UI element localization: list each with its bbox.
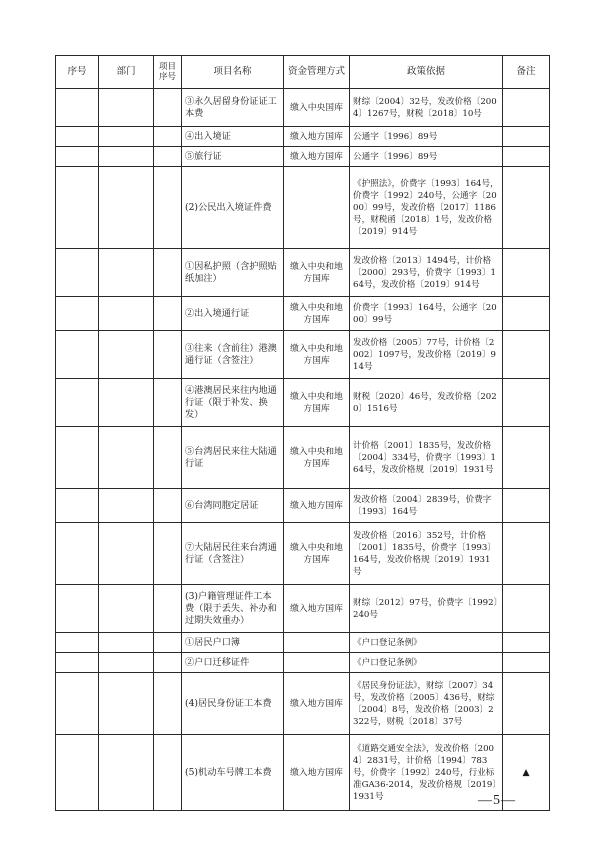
header-item-no: 项目 序号 [154,56,182,89]
table-row [56,585,550,633]
table-row [56,653,550,673]
row-basis: 公通字〔1996〕89号 [350,147,503,167]
row-basis: 发改价格〔2013〕1494号，计价格〔2000〕293号，价费字〔1993〕164号，发改价格〔2019〕914号 [350,249,503,297]
row-item-no [154,89,182,127]
row-note [503,297,550,331]
header-name: 项目名称 [182,56,284,89]
row-note [503,523,550,585]
row-dept [99,89,154,127]
row-note [503,633,550,653]
header-note: 备注 [503,56,550,89]
table-row [56,633,550,653]
row-seq [56,489,99,523]
row-name: ③往来（含前往）港澳通行证（含签注） [182,331,284,379]
row-seq [56,585,99,633]
row-name: (5)机动车号牌工本费 [182,735,284,811]
table-row [56,167,550,249]
table-row [56,297,550,331]
row-name: (2)公民出入境证件费 [182,167,284,249]
row-fund [284,653,350,673]
row-item-no [154,489,182,523]
row-item-no [154,379,182,427]
row-note [503,653,550,673]
row-note [503,489,550,523]
row-fund: 缴入地方国库 [284,489,350,523]
page-number: —5— [478,793,516,808]
row-basis: 《户口登记条例》 [350,653,503,673]
table-row [56,427,550,489]
row-basis: 价费字〔1993〕164号，公通字〔2000〕99号 [350,297,503,331]
row-basis: 《户口登记条例》 [350,633,503,653]
row-dept [99,249,154,297]
row-note [503,427,550,489]
row-seq [56,127,99,147]
row-dept [99,167,154,249]
row-note [503,89,550,127]
row-fund: 缴入地方国库 [284,147,350,167]
row-item-no [154,127,182,147]
row-name: (4)居民身份证工本费 [182,673,284,735]
row-item-no [154,735,182,811]
row-dept [99,489,154,523]
row-note [503,127,550,147]
row-name: ①居民户口簿 [182,633,284,653]
row-name: ④出入境证 [182,127,284,147]
row-seq [56,297,99,331]
row-basis: 发改价格〔2005〕77号，计价格〔2002〕1097号，发改价格〔2019〕914号 [350,331,503,379]
row-fund: 缴入地方国库 [284,735,350,811]
row-name: ②户口迁移证件 [182,653,284,673]
row-item-no [154,673,182,735]
row-seq [56,89,99,127]
row-fund: 缴入中央和地方国库 [284,331,350,379]
row-name: ⑤旅行证 [182,147,284,167]
table-row [56,331,550,379]
row-dept [99,147,154,167]
row-seq [56,673,99,735]
header-row [56,56,550,89]
row-dept [99,585,154,633]
row-item-no [154,297,182,331]
row-dept [99,653,154,673]
row-seq [56,147,99,167]
row-basis: 公通字〔1996〕89号 [350,127,503,147]
row-fund: 缴入中央和地方国库 [284,249,350,297]
table-row [56,489,550,523]
table-row [56,673,550,735]
row-name: ③永久居留身份证证工本费 [182,89,284,127]
row-basis: 《道路交通安全法》，发改价格〔2004〕2831号，计价格〔1994〕783号，价费字〔1992〕240号，行业标准GA36-2014，发改价格规〔2019〕1931号 [350,735,503,811]
row-basis: 财税〔2020〕46号，发改价格〔2020〕1516号 [350,379,503,427]
row-seq [56,331,99,379]
row-dept [99,127,154,147]
row-item-no [154,585,182,633]
row-item-no [154,523,182,585]
row-seq [56,523,99,585]
header-basis: 政策依据 [350,56,503,89]
table-row [56,127,550,147]
row-name: ①因私护照（含护照贴纸加注） [182,249,284,297]
row-item-no [154,147,182,167]
row-name: ⑤台湾居民来往大陆通行证 [182,427,284,489]
row-seq [56,427,99,489]
table-row [56,379,550,427]
row-basis: 发改价格〔2016〕352号，计价格〔2001〕1835号，价费字〔1993〕164号，发改价格规〔2019〕1931号 [350,523,503,585]
header-seq: 序号 [56,56,99,89]
row-seq [56,653,99,673]
row-fund: 缴入中央和地方国库 [284,379,350,427]
table-row [56,147,550,167]
row-dept [99,523,154,585]
row-seq [56,735,99,811]
header-dept: 部门 [99,56,154,89]
row-note [503,379,550,427]
row-dept [99,673,154,735]
row-basis: 财综〔2012〕97号，价费字〔1992〕240号 [350,585,503,633]
row-fund: 缴入中央和地方国库 [284,427,350,489]
row-basis: 《护照法》，价费字〔1993〕164号，价费字〔1992〕240号，公通字〔2000〕99号，发改价格〔2017〕1186号，财税函〔2018〕1号，发改价格〔2019〕914号 [350,167,503,249]
row-name: (3)户籍管理证件工本费（限于丢失、补办和过期失效重办） [182,585,284,633]
row-fund [284,167,350,249]
row-note [503,585,550,633]
row-seq [56,379,99,427]
row-note: ▲ [503,735,550,811]
table-row [56,523,550,585]
row-note [503,673,550,735]
fee-table [55,55,550,811]
table-row [56,89,550,127]
row-dept [99,633,154,653]
row-fund: 缴入地方国库 [284,585,350,633]
row-note [503,331,550,379]
row-fund: 缴入地方国库 [284,127,350,147]
header-fund: 资金管理方式 [284,56,350,89]
row-item-no [154,633,182,653]
row-name: ④港澳居民来往内地通行证（限于补发、换发） [182,379,284,427]
row-name: ⑦大陆居民往来台湾通行证（含签注） [182,523,284,585]
row-dept [99,427,154,489]
table-row [56,249,550,297]
row-dept [99,735,154,811]
row-basis: 发改价格〔2004〕2839号，价费字〔1993〕164号 [350,489,503,523]
row-fund: 缴入中央国库 [284,89,350,127]
row-note [503,147,550,167]
row-fund [284,633,350,653]
row-seq [56,633,99,653]
row-basis: 财综〔2004〕32号，发改价格〔2004〕1267号，财税〔2018〕10号 [350,89,503,127]
row-dept [99,379,154,427]
row-note [503,249,550,297]
row-item-no [154,653,182,673]
row-name: ⑥台湾同胞定居证 [182,489,284,523]
row-basis: 计价格〔2001〕1835号，发改价格〔2004〕334号，价费字〔1993〕164号，发改价格规〔2019〕1931号 [350,427,503,489]
row-seq [56,167,99,249]
row-item-no [154,167,182,249]
row-name: ②出入境通行证 [182,297,284,331]
row-item-no [154,427,182,489]
row-fund: 缴入中央和地方国库 [284,523,350,585]
row-seq [56,249,99,297]
row-item-no [154,249,182,297]
table-row [56,735,550,811]
row-item-no [154,331,182,379]
row-fund: 缴入地方国库 [284,673,350,735]
row-note [503,167,550,249]
row-fund: 缴入中央和地方国库 [284,297,350,331]
row-dept [99,297,154,331]
row-basis: 《居民身份证法》，财综〔2007〕34号，发改价格〔2005〕436号，财综〔2004〕8号，发改价格〔2003〕2322号，财税〔2018〕37号 [350,673,503,735]
row-dept [99,331,154,379]
